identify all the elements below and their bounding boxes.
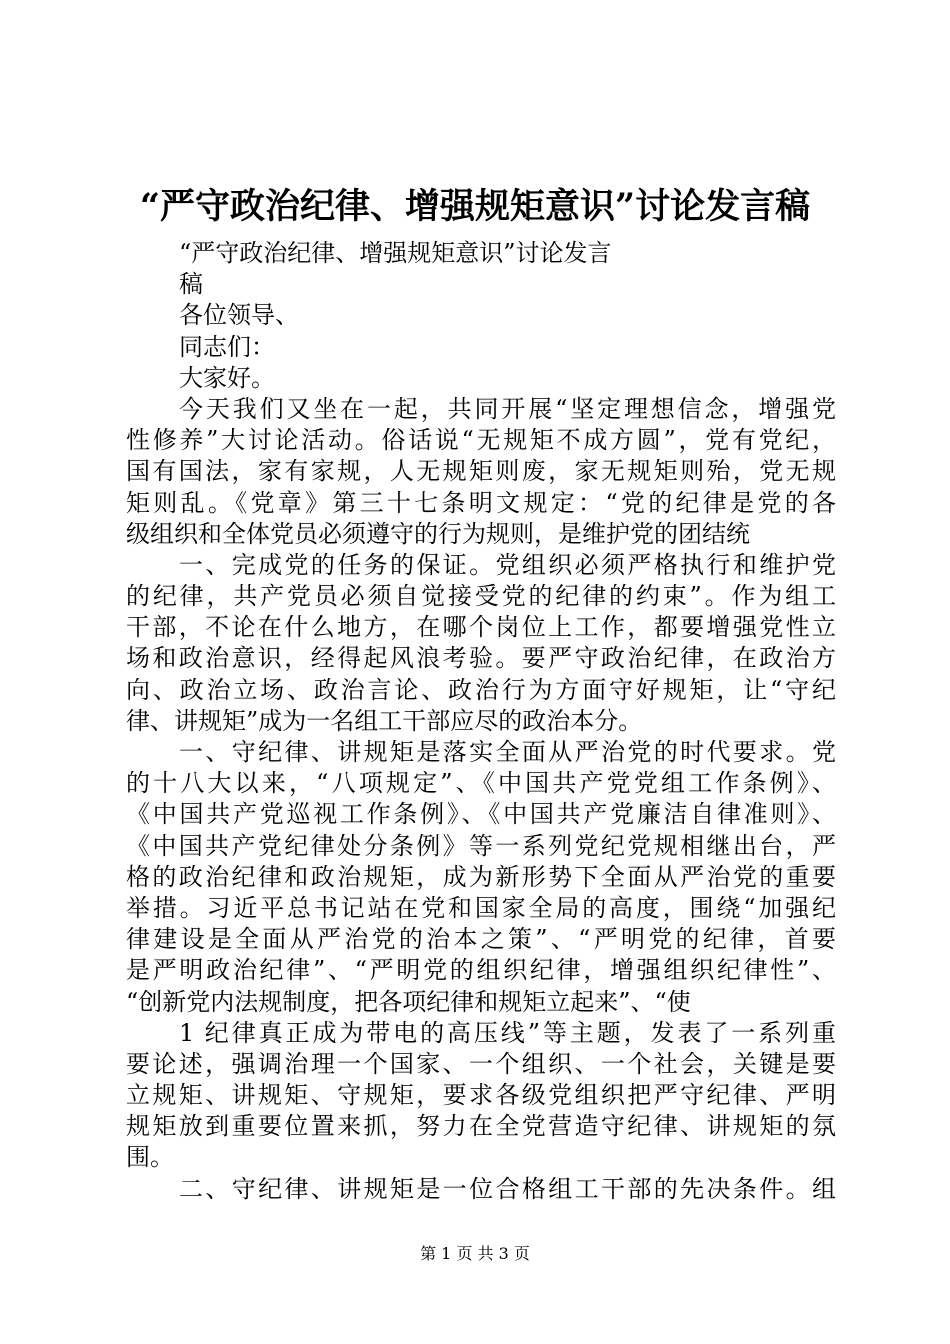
- paragraph-line: 是严明政治纪律”、“严明党的组织纪律，增强组织纪律性”、: [126, 956, 836, 985]
- greeting-line: 大家好。: [179, 363, 275, 392]
- paragraph-line: 一、守纪律、讲规矩是落实全面从严治党的时代要求。党: [179, 738, 836, 766]
- paragraph-line: 性修养”大讨论活动。俗话说“无规矩不成方圆”，党有党纪，: [126, 426, 836, 455]
- paragraph-line: 1 纪律真正成为带电的高压线”等主题，发表了一系列重: [179, 1018, 836, 1047]
- paragraph-line: 围。: [126, 1143, 174, 1172]
- document-body: [126, 238, 836, 1205]
- paragraph-line: 规矩放到重要位置来抓，努力在全党营造守纪律、讲规矩的氛: [126, 1112, 836, 1141]
- paragraph-line: 立规矩、讲规矩、守规矩，要求各级党组织把严守纪律、严明: [126, 1081, 836, 1110]
- salutation-line: 同志们：: [179, 332, 275, 361]
- paragraph-line: 律、讲规矩”成为一名组工干部应尽的政治本分。: [126, 706, 643, 735]
- subtitle-line: 稿: [179, 270, 203, 299]
- paragraph-line: 举措。习近平总书记站在党和国家全局的高度，围绕“加强纪: [126, 893, 836, 922]
- paragraph-line: 要论述，强调治理一个国家、一个组织、一个社会，关键是要: [126, 1049, 836, 1078]
- paragraph-line: 矩则乱。《党章》第三十七条明文规定：“党的纪律是党的各: [126, 488, 836, 517]
- paragraph-line: 一、完成党的任务的保证。党组织必须严格执行和维护党: [179, 550, 836, 579]
- paragraph-line: 律建设是全面从严治党的治本之策”、“严明党的纪律，首要: [126, 925, 836, 954]
- paragraph-line: 场和政治意识，经得起风浪考验。要严守政治纪律，在政治方: [126, 644, 836, 673]
- document-title: “严守政治纪律、增强规矩意识”讨论发言稿: [139, 186, 811, 227]
- paragraph-line: 的纪律，共产党员必须自觉接受党的纪律的约束”。作为组工: [126, 582, 836, 611]
- subtitle-line: “严守政治纪律、增强规矩意识”讨论发言: [179, 239, 612, 267]
- paragraph-line: “创新党内法规制度，把各项纪律和规矩立起来”、“使: [126, 987, 691, 1016]
- paragraph-line: 的十八大以来，“八项规定”、《中国共产党党组工作条例》、: [126, 769, 836, 798]
- paragraph-line: 向、政治立场、政治言论、政治行为方面守好规矩，让“守纪: [126, 675, 836, 704]
- salutation-line: 各位领导、: [179, 301, 299, 330]
- paragraph-line: 国有国法，家有家规，人无规矩则废，家无规矩则殆，党无规: [126, 457, 836, 486]
- paragraph-line: 格的政治纪律和政治规矩，成为新形势下全面从严治党的重要: [126, 862, 836, 891]
- paragraph-line: 《中国共产党巡视工作条例》、《中国共产党廉洁自律准则》、: [126, 800, 836, 829]
- paragraph-line: 干部，不论在什么地方，在哪个岗位上工作，都要增强党性立: [126, 613, 836, 642]
- paragraph-line: 级组织和全体党员必须遵守的行为规则，是维护党的团结统: [126, 519, 750, 548]
- paragraph-line: 《中国共产党纪律处分条例》等一系列党纪党规相继出台，严: [126, 831, 836, 860]
- page-footer: 第 1 页 共 3 页: [420, 1244, 530, 1263]
- paragraph-line: 今天我们又坐在一起，共同开展“坚定理想信念，增强党: [179, 394, 836, 423]
- paragraph-line: 二、守纪律、讲规矩是一位合格组工干部的先决条件。组: [179, 1174, 836, 1203]
